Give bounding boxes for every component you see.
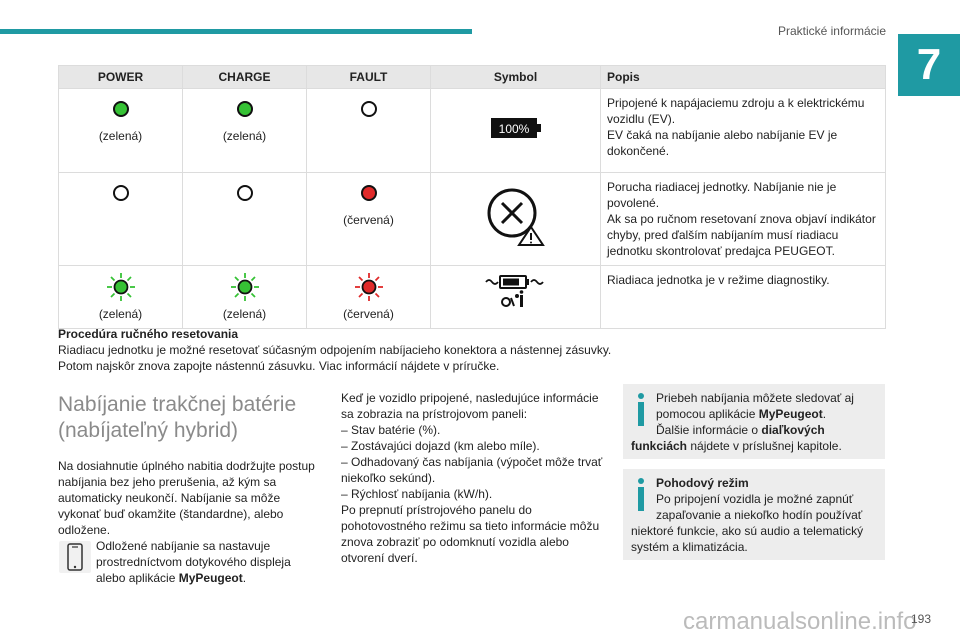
power-cell xyxy=(59,173,183,266)
reset-procedure-text-1: Riadiacu jednotku je možné resetovať súčasným odpojením nabíjacieho konektora a nástennej zásuvky. xyxy=(58,343,612,357)
led-red-icon xyxy=(361,185,377,201)
info-text: . xyxy=(822,407,827,421)
led-red-blinking-icon xyxy=(354,272,384,302)
led-label: (zelená) xyxy=(222,307,267,321)
symbol-cell xyxy=(431,89,601,173)
charger-status-table xyxy=(58,65,886,329)
info-box-tracking xyxy=(623,384,885,459)
col-header-charge: CHARGE xyxy=(183,66,307,89)
smartphone-icon xyxy=(58,540,92,574)
power-cell xyxy=(59,266,183,329)
diagnostic-mode-icon xyxy=(484,274,548,310)
info-text: Po pripojení vozidla je možné zapnúť zapaľovanie a niekoľko hodín používať niektoré funkcie, ako sú audio a telematický systém a klimatizácia. xyxy=(631,492,864,554)
power-cell xyxy=(59,89,183,173)
led-green-blinking-icon xyxy=(230,272,260,302)
table-row xyxy=(59,89,886,173)
section-paragraph-1: Na dosiahnutie úplného nabitia dodržujte postup nabíjania bez jeho prerušenia, až kým sa automaticky neukončí. Nabíjanie sa môže vykonať buď okamžite (štandardne), alebo odložene. xyxy=(58,459,315,537)
column-middle xyxy=(341,390,606,566)
led-label: (červená) xyxy=(343,213,394,227)
fault-cell xyxy=(307,89,431,173)
col-header-power: POWER xyxy=(59,66,183,89)
info-text: nájdete v príslušnej kapitole. xyxy=(687,439,842,453)
info-box-comfort-mode xyxy=(623,469,885,560)
chapter-number-tab: 7 xyxy=(898,34,960,96)
description-cell: Porucha riadiacej jednotky. Nabíjanie nie je povolené. Ak sa po ručnom resetovaní znova objaví indikátor chyby, pred ďalším nabíjaním musí riadiacu jednotku skontrolovať predajca PEUGEOT. xyxy=(601,173,886,266)
reset-procedure-heading: Procedúra ručného resetovania xyxy=(58,327,239,341)
led-label: (zelená) xyxy=(98,129,143,143)
info-heading: Pohodový režim xyxy=(656,476,749,490)
info-text: Priebeh nabíjania môžete sledovať aj pomocou aplikácie xyxy=(656,391,854,421)
reset-procedure-text-2: Potom najskôr znova zapojte nástennú zásuvku. Viac informácií nájdete v príručke. xyxy=(58,359,500,373)
header-accent-bar xyxy=(0,29,472,34)
info-icon xyxy=(631,477,651,513)
deferred-text: Odložené nabíjanie sa nastavuje prostredníctvom dotykového displeja alebo aplikácie xyxy=(96,539,291,585)
fault-cross-warning-icon xyxy=(486,185,546,247)
led-green-blinking-icon xyxy=(106,272,136,302)
table-row xyxy=(59,266,886,329)
info-bold: MyPeugeot xyxy=(758,407,823,421)
table-row xyxy=(59,173,886,266)
led-off-icon xyxy=(361,101,377,117)
description-cell: Riadiaca jednotka je v režime diagnostiky. xyxy=(601,266,886,329)
dashboard-intro: Keď je vozidlo pripojené, nasledujúce informácie sa zobrazia na prístrojovom paneli: xyxy=(341,391,599,421)
charge-cell xyxy=(183,266,307,329)
led-label: (červená) xyxy=(343,307,394,321)
dashboard-outro: Po prepnutí prístrojového panelu do pohotovostného režimu sa tieto informácie môžu znova zobraziť po odomknutí vozidla alebo otvorení dverí. xyxy=(341,503,600,565)
led-off-icon xyxy=(237,185,253,201)
symbol-cell xyxy=(431,266,601,329)
app-name: MyPeugeot xyxy=(178,571,243,585)
led-label: (zelená) xyxy=(98,307,143,321)
battery-100-icon xyxy=(490,116,542,140)
watermark: carmanualsonline.info xyxy=(683,608,917,635)
deferred-text-end: . xyxy=(242,571,247,585)
charge-cell xyxy=(183,173,307,266)
info-text: Ďalšie informácie o xyxy=(656,423,762,437)
section-title: Nabíjanie trakčnej batérie (nabíjateľný hybrid) xyxy=(58,393,297,442)
charge-cell xyxy=(183,89,307,173)
col-header-fault: FAULT xyxy=(307,66,431,89)
info-icon xyxy=(631,392,651,428)
col-header-popis: Popis xyxy=(601,66,886,89)
led-label: (zelená) xyxy=(222,129,267,143)
fault-cell xyxy=(307,173,431,266)
col-header-symbol: Symbol xyxy=(431,66,601,89)
list-item: – Rýchlosť nabíjania (kW/h). xyxy=(341,487,493,501)
chapter-title: Praktické informácie xyxy=(777,24,886,38)
info-bold: diaľkových funkciách xyxy=(631,423,825,453)
deferred-charging-note xyxy=(58,538,316,586)
led-off-icon xyxy=(113,185,129,201)
led-green-icon xyxy=(237,101,253,117)
list-item: – Zostávajúci dojazd (km alebo míle). xyxy=(341,439,540,453)
reset-procedure xyxy=(58,326,888,374)
page-number: 193 xyxy=(910,612,931,626)
description-cell: Pripojené k napájaciemu zdroju a k elektrickému vozidlu (EV). EV čaká na nabíjanie alebo nabíjanie EV je dokončené. xyxy=(601,89,886,173)
battery-percent-text: 100% xyxy=(498,122,529,136)
list-item: – Stav batérie (%). xyxy=(341,423,441,437)
fault-cell xyxy=(307,266,431,329)
list-item: – Odhadovaný čas nabíjania (výpočet môže trvať niekoľko sekúnd). xyxy=(341,455,603,485)
column-left xyxy=(58,392,316,586)
table-header-row xyxy=(59,66,886,89)
led-green-icon xyxy=(113,101,129,117)
symbol-cell xyxy=(431,173,601,266)
